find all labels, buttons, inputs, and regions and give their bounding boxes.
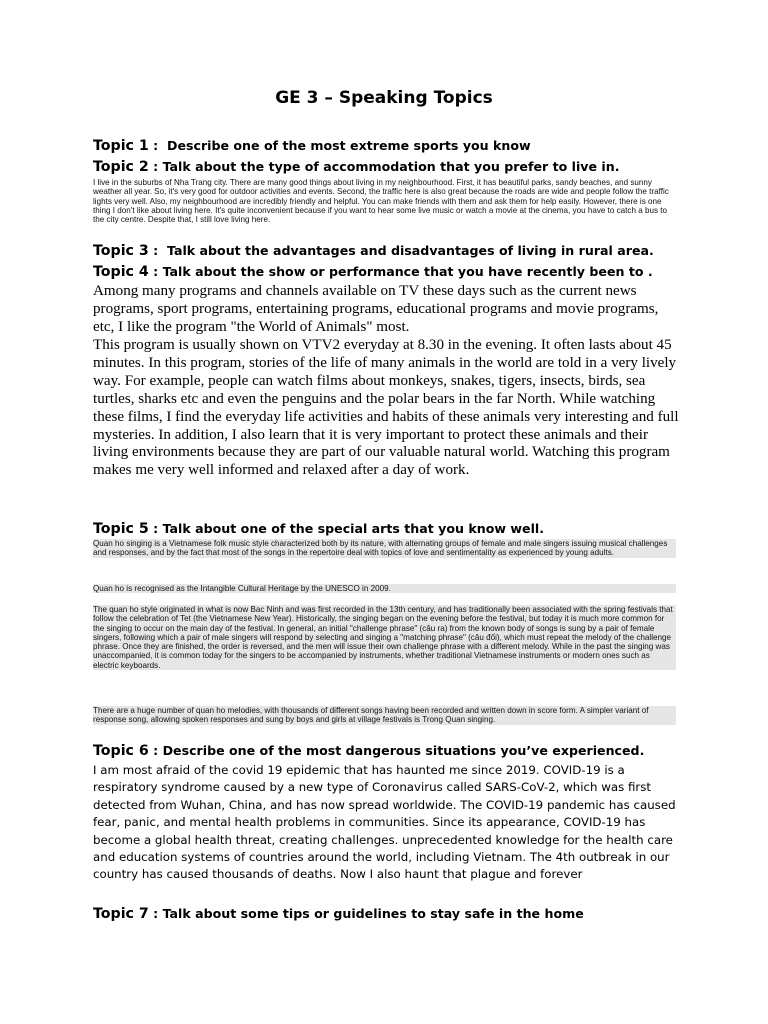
topic-6-text: Describe one of the most dangerous situations you’ve experienced. (162, 743, 645, 758)
topic-6-label: Topic 6 (93, 743, 149, 759)
topic-7-text: Talk about some tips or guidelines to stay safe in the home (162, 906, 584, 921)
topic-1-text: Describe one of the most extreme sports you know (166, 138, 531, 153)
topic-2-separator: : (148, 159, 163, 174)
topic-2-text: Talk about the type of accommodation that you prefer to live in. (162, 159, 620, 174)
topic-4-answer-paragraph-2: This program is usually shown on VTV2 everyday at 8.30 in the evening. It often lasts about 45 minutes. In this program, stories of the life of many animals in the world are told in a very lively way. For example, people can watch films about monkeys, snakes, tigers, insects, birds, sea turtles, sharks etc and even the penguins and the polar bears in the far North. While watching these films, I find the everyday life activities and habits of these animals very interesting and full mysteries. In addition, I also learn that it is very important to protect these animals and their living environments because they are part of our valuable natural world. Watching this program makes me very well informed and relaxed after a day of work. (93, 337, 679, 479)
topic-7-separator: : (148, 906, 163, 921)
topic-5-separator: : (148, 521, 163, 536)
topic-3-separator: : (148, 243, 167, 258)
page-title: GE 3 – Speaking Topics (275, 88, 493, 108)
topic-4-text: Talk about the show or performance that you have recently been to . (162, 264, 653, 279)
topic-4-heading (93, 264, 693, 280)
topic-5-answer-paragraph-3: The quan ho style originated in what is now Bac Ninh and was first recorded in the 13th century, and has traditionally been associated with the spring festivals that follow the celebration of Tet (the Vietnamese New Year). Historically, the singing began on the evening before the festival, but today it is much more common for the singing to occur on the main day of the festival. In general, an initial "challenge phrase" (câu ra) from the known body of songs is sung by a pair of female singers, following which a pair of male singers will respond by selecting and singing a "matching phrase" (câu đối), which must repeat the melody of the challenge phrase. Once they are finished, the order is reversed, and the men will issue their own challenge phrase with a different melody. While in the past the singing was unaccompanied, it is common today for the singers to be accompanied by instruments, whether traditional Vietnamese instruments or modern ones such as electric keyboards. (93, 605, 676, 670)
topic-6-separator: : (148, 743, 163, 758)
topic-4-label: Topic 4 (93, 264, 149, 280)
topic-3-heading (93, 243, 693, 259)
topic-5-label: Topic 5 (93, 521, 149, 537)
topic-1-separator: : (148, 138, 167, 153)
topic-6-answer: I am most afraid of the covid 19 epidemic that has haunted me since 2019. COVID-19 is a respiratory syndrome caused by a new type of Coronavirus called SARS-CoV-2, which was first detected from Wuhan, China, and has now spread worldwide. The COVID-19 pandemic has caused fear, panic, and mental health problems in communities. Since its appearance, COVID-19 has become a global health threat, creating challenges. unprecedented knowledge for the health care and education systems of countries around the world, including Vietnam. The 4th outbreak in our country has caused thousands of deaths. Now I also haunt that plague and forever (93, 763, 676, 882)
topic-7-label: Topic 7 (93, 906, 149, 922)
topic-4-answer-paragraph-1: Among many programs and channels available on TV these days such as the current news programs, sport programs, entertaining programs, educational programs and movie programs, etc, I like the program "the World of Animals" most. (93, 283, 659, 335)
topic-3-text: Talk about the advantages and disadvantages of living in rural area. (166, 243, 654, 258)
topic-5-text: Talk about one of the special arts that you know well. (162, 521, 544, 536)
topic-2-label: Topic 2 (93, 159, 149, 175)
topic-2-answer: I live in the suburbs of Nha Trang city. There are many good things about living in my neighbourhood. First, it has beautiful parks, sandy beaches, and sunny weather all year. So, it's very good for outdoor activities and events. Second, the traffic here is also great because the roads are wide and people follow the traffic lights very well. Also, my neighbourhood are incredibly friendly and helpful. You can make friends with them and ask them for help easily. However, there is one thing I don't like about living here. It's quite inconvenient because if you want to hear some live music or watch a movie at the cinema, you have to catch a bus to the city centre. Despite that, I still love living here. (93, 178, 669, 225)
topic-7-heading (93, 906, 693, 922)
topic-6-heading (93, 743, 693, 759)
topic-1-label: Topic 1 (93, 138, 149, 154)
topic-5-answer-paragraph-1: Quan ho singing is a Vietnamese folk music style characterized both by its nature, with alternating groups of female and male singers issuing musical challenges and responses, and by the fact that most of the songs in the repertoire deal with topics of love and sentimentality as experienced by young adults. (93, 539, 676, 558)
topic-5-answer-paragraph-2: Quan ho is recognised as the Intangible Cultural Heritage by the UNESCO in 2009. (93, 584, 676, 593)
topic-5-answer-paragraph-4: There are a huge number of quan ho melodies, with thousands of different songs having been recorded and written down in score form. A simpler variant of response song, allowing spoken responses and sung by boys and girls at village festivals is Trong Quan singing. (93, 706, 676, 725)
topic-3-label: Topic 3 (93, 243, 149, 259)
topic-5-heading (93, 521, 693, 537)
topic-4-separator: : (148, 264, 163, 279)
topic-1-heading (93, 138, 693, 154)
topic-2-heading (93, 159, 693, 175)
